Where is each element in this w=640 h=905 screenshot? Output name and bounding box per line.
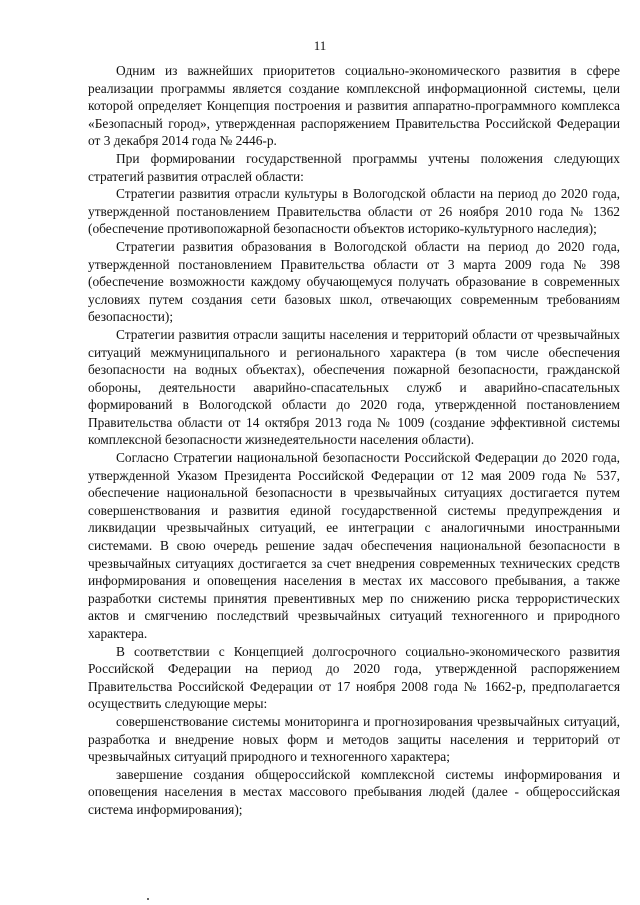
- document-body: [88, 62, 620, 819]
- list-item-monitoring: совершенствование системы мониторинга и прогнозирования чрезвычайных ситуаций, разработка и внедрение новых форм и методов защиты населения и территорий от чрезвычайных ситуаций природного и техногенного характера;: [88, 713, 620, 765]
- paragraph-population-protection-strategy: Стратегии развития отрасли защиты населения и территорий области от чрезвычайных ситуаций межмуниципального и регионального характера (в том числе обеспечения безопасности на водных объектах), обеспечения пожарной безопасности, гражданской обороны, деятельности аварийно-спасательных служб и аварийно-спасательных формирований в Вологодской области до 2020 года, утвержденной постановлением Правительства области от 14 октября 2013 года № 1009 (создание эффективной системы комплексной безопасности жизнедеятельности населения области).: [88, 326, 620, 448]
- page-number: 11: [313, 38, 327, 53]
- scan-speck: [147, 898, 149, 900]
- paragraph-strategies-intro: При формировании государственной программы учтены положения следующих стратегий развития отраслей области:: [88, 150, 620, 184]
- paragraph-bezopasny-gorod: Одним из важнейших приоритетов социально-экономического развития в сфере реализации программы является создание комплексной информационной системы, цели которой определяет Концепция построения и развития аппаратно-программного комплекса «Безопасный город», утвержденная распоряжением Правительства Российской Федерации от 3 декабря 2014 года № 2446-р.: [88, 63, 620, 149]
- paragraph-national-security-strategy: Согласно Стратегии национальной безопасности Российской Федерации до 2020 года, утвержденной Указом Президента Российской Федерации от 12 мая 2009 года № 537, обеспечение национальной безопасности в чрезвычайных ситуациях достигается путем совершенствования и развития единой государственной системы предупреждения и ликвидации чрезвычайных ситуаций, ее интеграции с аналогичными иностранными системами. В свою очередь решение задач обеспечения национальной безопасности в чрезвычайных ситуациях достигается за счет внедрения современных технических средств информирования и оповещения населения в местах их массового пребывания, а также разработки системы принятия превентивных мер по снижению риска террористических актов и смягчению последствий чрезвычайных ситуаций техногенного и природного характера.: [88, 450, 620, 641]
- paragraph-culture-strategy: Стратегии развития отрасли культуры в Вологодской области на период до 2020 года, утвержденной постановлением Правительства области от 26 ноября 2010 года № 1362 (обеспечение противопожарной безопасности объектов историко-культурного наследия);: [88, 186, 620, 237]
- list-item-informing-system: завершение создания общероссийской комплексной системы информирования и оповещения населения в местах массового пребывания людей (далее - общероссийская система информирования);: [88, 766, 620, 817]
- paragraph-education-strategy: Стратегии развития образования в Вологодской области на период до 2020 года, утвержденной постановлением Правительства области от 3 марта 2009 года № 398 (обеспечение возможности каждому обучающемуся получать образование в современных условиях путем создания сети базовых школ, отвечающих современным требованиям безопасности);: [88, 238, 620, 325]
- paragraph-long-term-concept: В соответствии с Концепцией долгосрочного социально-экономического развития Российской Федерации на период до 2020 года, утвержденной распоряжением Правительства Российской Федерации от 17 ноября 2008 года № 1662-р, предполагается осуществить следующие меры:: [88, 643, 620, 712]
